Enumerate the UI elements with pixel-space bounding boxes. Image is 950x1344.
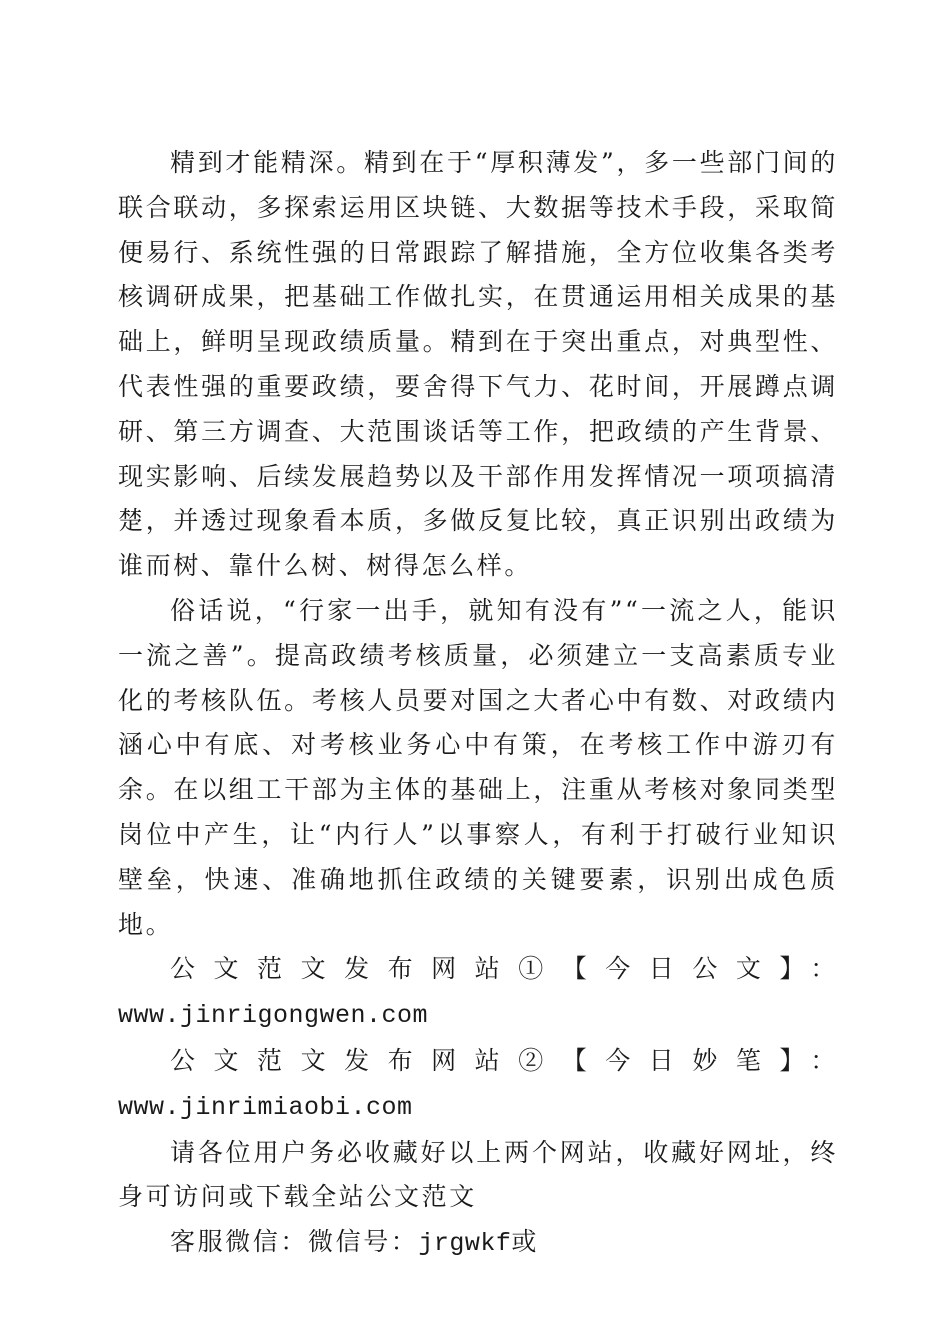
site1-line: [118, 947, 838, 992]
service-line: [118, 1220, 838, 1267]
site1-url-line: [118, 992, 838, 1039]
site2-label: 公文范文发布网站②【今日妙笔】：: [170, 1045, 838, 1075]
site1-url[interactable]: www.jinrigongwen.com: [118, 1001, 429, 1031]
document-body: [118, 141, 838, 1267]
site2-url[interactable]: www.jinrimiaobi.com: [118, 1092, 413, 1122]
paragraph-precision: 精到才能精深。精到在于“厚积薄发”，多一些部门间的联合联动，多探索运用区块链、大数据等技术手段，采取简便易行、系统性强的日常跟踪了解措施，全方位收集各类考核调研成果，把基础工作做扎实，在贯通运用相关成果的基础上，鲜明呈现政绩质量。精到在于突出重点，对典型性、代表性强的重要政绩，要舍得下气力、花时间，开展蹲点调研、第三方调查、大范围谈话等工作，把政绩的产生背景、现实影响、后续发展趋势以及干部作用发挥情况一项项搞清楚，并透过现象看本质，多做反复比较，真正识别出政绩为谁而树、靠什么树、树得怎么样。: [118, 148, 838, 581]
site2-line: [118, 1039, 838, 1131]
service-label: 客服微信：微信号：: [170, 1227, 419, 1257]
notice-paragraph: 请各位用户务必收藏好以上两个网站，收藏好网址，终身可访问或下载全站公文范文: [118, 1137, 838, 1212]
service-wechat-id: jrgwkf: [418, 1229, 512, 1259]
paragraph-assessment-team: 俗话说，“行家一出手，就知有没有”“一流之人，能识一流之善”。提高政绩考核质量，必须建立一支高素质专业化的考核队伍。考核人员要对国之大者心中有数、对政绩内涵心中有底、对考核业务心中有策，在考核工作中游刃有余。在以组工干部为主体的基础上，注重从考核对象同类型岗位中产生，让“内行人”以事察人，有利于打破行业知识壁垒，快速、准确地抓住政绩的关键要素，识别出成色质地。: [118, 595, 838, 939]
site1-label: 公文范文发布网站①【今日公文】：: [170, 954, 838, 984]
service-tail: 或: [511, 1227, 540, 1257]
